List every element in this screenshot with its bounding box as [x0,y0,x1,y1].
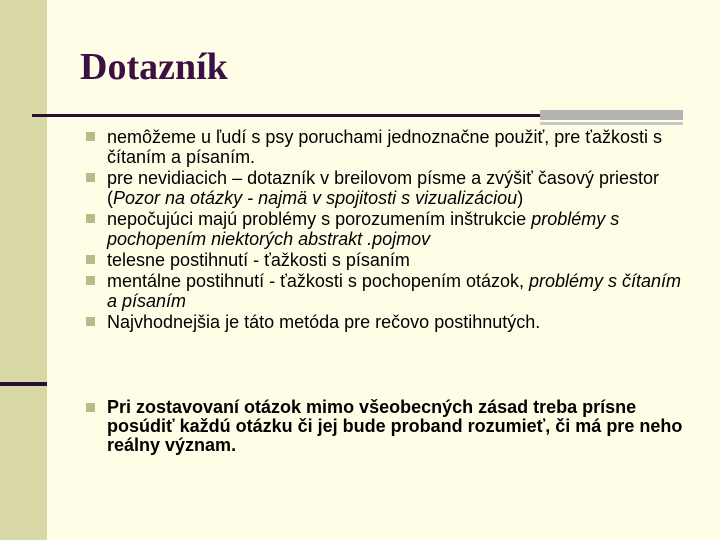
list-item: Najvhodnejšia je táto metóda pre rečovo postihnutých. [86,312,686,332]
note-list [86,398,686,455]
square-bullet-icon [86,214,95,223]
note-item: Pri zostavovaní otázok mimo všeobecných zásad treba prísne posúdiť každú otázku či jej bude proband rozumieť, či má pre neho reálny význam. [86,398,686,455]
title-divider-accent [540,110,683,120]
bullet-list [86,127,686,333]
square-bullet-icon [86,403,95,412]
list-item: nepočujúci majú problémy s porozumením inštrukcie problémy s pochopením niektorých abstrakt .pojmov [86,209,686,249]
list-item: mentálne postihnutí - ťažkosti s pochopením otázok, problémy s čítaním a písaním [86,271,686,311]
left-decor-accent [0,382,47,386]
list-item: nemôžeme u ľudí s psy poruchami jednoznačne použiť, pre ťažkosti s čítaním a písaním. [86,127,686,167]
square-bullet-icon [86,255,95,264]
square-bullet-icon [86,276,95,285]
left-decor-bar [0,0,47,540]
slide-title: Dotazník [80,46,228,88]
list-item: telesne postihnutí - ťažkosti s písaním [86,250,686,270]
square-bullet-icon [86,132,95,141]
square-bullet-icon [86,173,95,182]
title-divider-accent-2 [540,122,683,125]
list-item: pre nevidiacich – dotazník v breilovom písme a zvýšiť časový priestor (Pozor na otázky - najmä v spojitosti s vizualizáciou) [86,168,686,208]
square-bullet-icon [86,317,95,326]
